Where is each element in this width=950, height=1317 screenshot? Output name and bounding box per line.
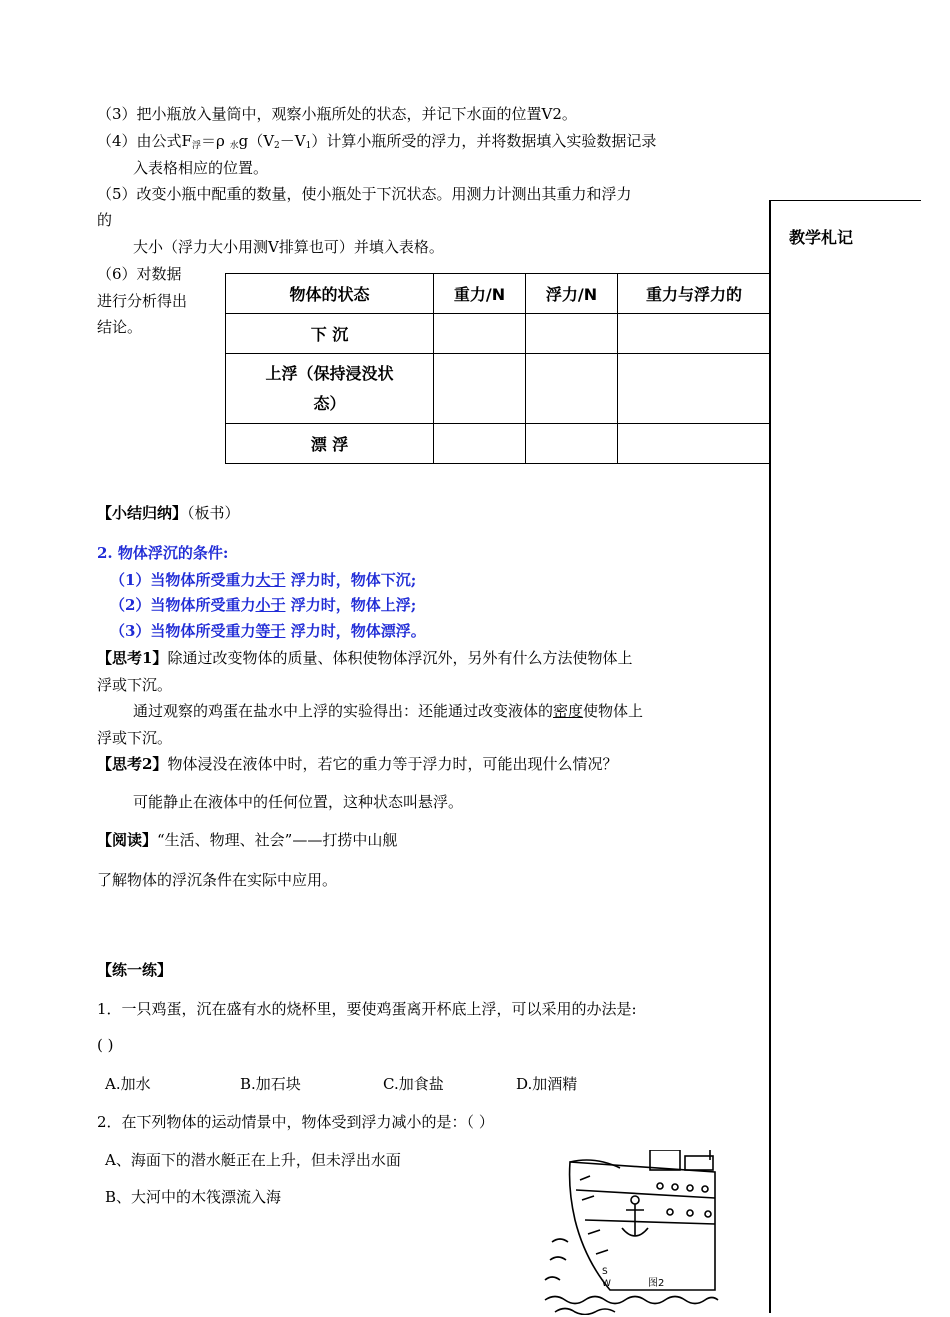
subscript: 浮 [191,141,201,151]
think2-answer: 可能静止在液体中的任何位置，这种状态叫悬浮。 [133,793,464,811]
cell-empty [618,424,771,464]
condition-1 [110,570,416,590]
header-gravity: 重力/N [434,274,526,314]
cell-empty [434,424,526,464]
table-row [226,314,771,354]
condition-2 [110,595,416,615]
hull-hatching [580,1176,608,1254]
reading-text: “生活、物理、社会”——打捞中山舰 [157,831,398,849]
table-row [226,424,771,464]
think1-question-cont: 浮或下沉。 [97,676,173,694]
condition-3 [110,621,426,641]
porthole [667,1209,673,1215]
cell-empty [618,314,771,354]
subscript: 1 [305,141,312,151]
step-4-text: g（V [238,132,275,150]
think2-text: 物体浸没在液体中时，若它的重力等于浮力时，可能出现什么情况？ [167,755,618,773]
porthole [687,1185,693,1191]
reading-label: 【阅读】 [97,831,158,849]
cell-state: 下 沉 [226,314,434,354]
think1-question [97,648,632,668]
think1-answer [133,701,643,721]
practice-q1: 1．一只鸡蛋，沉在盛有水的烧杯里，要使鸡蛋离开杯底上浮，可以采用的办法是: [97,1000,637,1018]
teaching-notes-column [769,200,921,1313]
think1-answer-cont: 浮或下沉。 [97,729,173,747]
step-5-de: 的 [97,211,113,229]
think1-answer-text: 使物体上 [583,702,644,720]
sea-waves [545,1297,718,1304]
cell-state-line2: 态） [313,393,346,413]
sea-waves [545,1239,568,1280]
sidebar-title: 教学札记 [789,228,854,247]
summary-note: （板书） [187,504,240,522]
header-buoyancy: 浮力/N [526,274,618,314]
anchor-icon [622,1196,648,1236]
cell-empty [526,314,618,354]
option-b: B.加石块 [240,1075,301,1093]
porthole [672,1184,678,1190]
porthole [687,1210,693,1216]
condition-text: 浮力时，物体下沉; [290,571,417,589]
ship-hull [570,1162,715,1290]
step-5-continued: 大小（浮力大小用测V排算也可）并填入表格。 [133,238,444,256]
option-c: C.加食盐 [383,1075,444,1093]
table-header-row [226,274,771,314]
step-4-text: ）计算小瓶所受的浮力，并将数据填入实验数据记录 [311,132,657,150]
condition-text: 浮力时，物体漂浮。 [290,622,426,640]
practice-q2-option-b: B、大河中的木筏漂流入海 [105,1188,282,1206]
condition-text: （3）当物体所受重力 [110,622,256,640]
step-3: （3）把小瓶放入量筒中，观察小瓶所处的状态，并记下水面的位置V2。 [97,105,577,123]
cell-empty [434,354,526,424]
think1-label: 【思考1】 [97,649,168,667]
cell-empty [526,424,618,464]
step-5: （5）改变小瓶中配重的数量，使小瓶处于下沉状态。用测力计测出其重力和浮力 [97,185,632,203]
cell-empty [618,354,771,424]
ship-rail [585,1220,715,1224]
think2-label: 【思考2】 [97,755,168,773]
subscript: 2 [274,141,280,151]
condition-text: （1）当物体所受重力 [110,571,256,589]
practice-q1-blank: ( ) [97,1036,114,1054]
hull-mark-w: W [602,1279,611,1289]
reading-line2: 了解物体的浮沉条件在实际中应用。 [97,871,338,889]
header-comparison: 重力与浮力的 [618,274,771,314]
cell-empty [434,314,526,354]
condition-text: 浮力时，物体上浮; [290,596,417,614]
figure-caption: 图2 [648,1278,665,1289]
summary-line [97,503,240,523]
step-4 [97,131,656,156]
reading-line [97,830,397,850]
ship-cabin [685,1156,713,1170]
condition-answer: 大于 [255,571,286,589]
cell-state-line1: 上浮（保持浸没状 [265,363,394,383]
think1-answer-key: 密度 [553,702,584,720]
hull-mark-s: S [602,1267,608,1277]
step-6-line2: 进行分析得出 [97,292,188,310]
step-6-line1: （6）对数据 [97,265,182,283]
summary-label: 【小结归纳】 [97,504,188,522]
sea-waves [555,1309,615,1315]
think1-text: 除通过改变物体的质量、体积使物体浮沉外，另外有什么方法使物体上 [167,649,633,667]
step-6-line3: 结论。 [97,318,143,336]
step-4-text: （4）由公式F [97,132,192,150]
data-table [225,273,771,464]
table-row [226,354,771,424]
ship-figure [540,1150,720,1315]
think2-question [97,754,617,774]
cell-state: 漂 浮 [226,424,434,464]
practice-label: 【练一练】 [97,961,173,979]
step-4-text: －V [279,132,306,150]
think1-answer-text: 通过观察的鸡蛋在盐水中上浮的实验得出：还能通过改变液体的 [133,702,554,720]
porthole [702,1186,708,1192]
cell-empty [526,354,618,424]
practice-q2-option-a: A、海面下的潜水艇正在上升，但未浮出水面 [105,1151,401,1169]
ship-rail [576,1190,715,1198]
header-state: 物体的状态 [226,274,434,314]
ship-cabin [650,1150,680,1170]
step-4-continued: 入表格相应的位置。 [133,159,269,177]
subscript: 水 [229,141,239,151]
porthole [705,1211,711,1217]
option-d: D.加酒精 [516,1075,578,1093]
condition-answer: 等于 [255,622,286,640]
step-4-text: ＝ρ [200,132,225,150]
option-a: A.加水 [105,1075,151,1093]
practice-q2: 2．在下列物体的运动情景中，物体受到浮力减小的是：（ ） [97,1113,494,1131]
cell-state [226,354,434,424]
porthole [657,1183,663,1189]
condition-answer: 小于 [255,596,286,614]
condition-text: （2）当物体所受重力 [110,596,256,614]
summary-heading: 2. 物体浮沉的条件: [97,544,229,562]
